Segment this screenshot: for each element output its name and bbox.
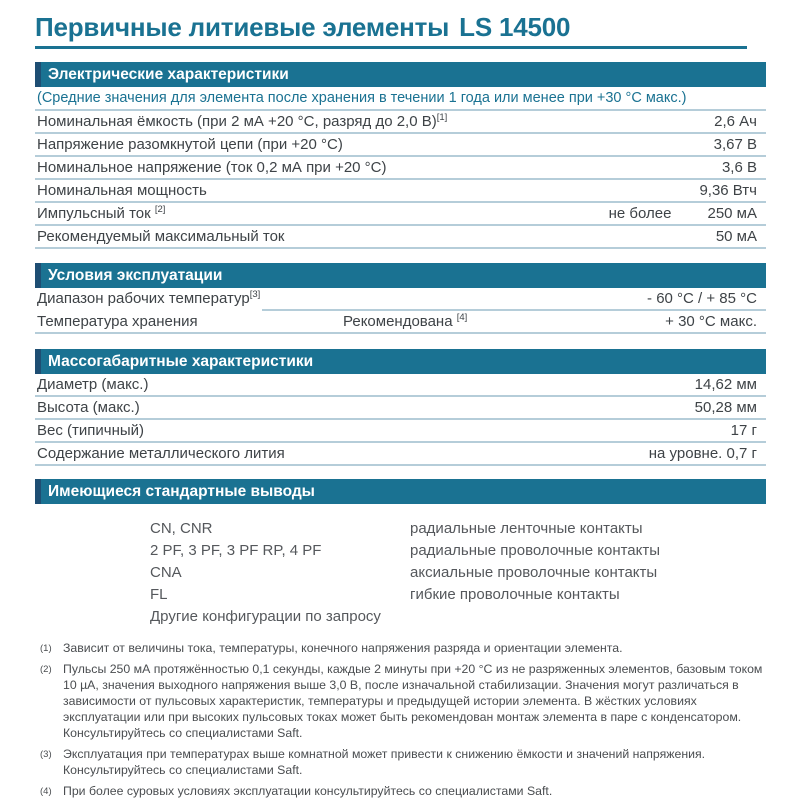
section-header-label: Массогабаритные характеристики [48, 353, 314, 370]
spec-label: Импульсный ток [2] [37, 204, 166, 222]
spec-row-nominal-capacity [35, 111, 766, 134]
section-terminations [35, 479, 766, 628]
termination-desc: аксиальные проволочные контакты [410, 564, 658, 581]
section-header-physical [35, 349, 766, 374]
termination-row [35, 606, 766, 628]
section-header-operating [35, 263, 766, 288]
section-operating-conditions [35, 263, 766, 334]
spec-value: 3,67 В [713, 136, 757, 153]
spec-label: Высота (макс.) [37, 399, 140, 416]
termination-row [35, 584, 766, 606]
spec-label: Номинальное напряжение (ток 0,2 мА при +20 °С) [37, 159, 387, 176]
footnote-text: Пульсы 250 мА протяжённостью 0,1 секунды, каждые 2 минуты при +20 °С из не разряженных элементов, базовым током 10 µА, значения выходного напряжения выше 3,0 В, после изначальной стабилизации. Значения могут различаться в зависимости от пульсовых характеристик, температуры и предыдущей истории элемента. В жёстких условиях эксплуатации или при высоких пульсовых токах может быть рекомендован монтаж элемента в паре с конденсатором. Консультируйтесь со специалистами Saft. [63, 662, 763, 740]
spec-value: 50 мА [715, 228, 757, 245]
section-subtitle: (Средние значения для элемента после хранения в течении 1 года или менее при +30 °С макс.) [35, 87, 766, 111]
termination-row [35, 540, 766, 562]
footnote-ref: [4] [456, 312, 468, 323]
spec-value: 9,36 Втч [699, 182, 757, 199]
spec-qualifier: не более [608, 205, 672, 222]
spec-value: 50,28 мм [694, 399, 757, 416]
footnote-3 [35, 746, 766, 778]
footnote-marker: (3) [40, 749, 52, 760]
termination-code: FL [150, 586, 168, 603]
section-electrical [35, 62, 766, 249]
footnote-marker: (2) [40, 664, 52, 675]
spec-label: Температура хранения [37, 313, 198, 330]
section-header-label: Условия эксплуатации [48, 267, 223, 284]
terminations-list [35, 518, 766, 628]
spec-label: Напряжение разомкнутой цепи (при +20 °С) [37, 136, 343, 153]
termination-desc: радиальные проволочные контакты [410, 542, 661, 559]
footnote-marker: (1) [40, 643, 52, 654]
spec-row-nominal-voltage [35, 157, 766, 180]
page-title [35, 10, 766, 44]
section-physical [35, 349, 766, 466]
footnotes [35, 640, 766, 799]
termination-code: CNA [150, 564, 182, 581]
model-number: LS 14500 [459, 12, 571, 42]
spec-value: на уровне. 0,7 г [648, 445, 757, 462]
termination-row [35, 562, 766, 584]
spec-label: Содержание металлического лития [37, 445, 285, 462]
termination-desc [410, 606, 766, 628]
spec-value: - 60 °С / + 85 °С [647, 290, 757, 307]
section-header-electrical [35, 62, 766, 87]
spec-value: 17 г [730, 422, 757, 439]
termination-code: CN, CNR [150, 520, 213, 537]
footnote-1 [35, 640, 766, 656]
title-underline [35, 46, 747, 49]
spec-value: 250 мА [707, 205, 757, 222]
footnote-ref: [3] [249, 289, 261, 300]
product-name: Первичные литиевые элементы [35, 12, 450, 42]
spec-row-height [35, 397, 766, 420]
spec-label: Номинальная ёмкость (при 2 мА +20 °С, разряд до 2,0 В)[1] [37, 112, 448, 130]
spec-row-pulse-current [35, 203, 766, 226]
spec-row-diameter [35, 374, 766, 397]
section-header-label: Электрические характеристики [48, 66, 289, 83]
spec-label: Вес (типичный) [37, 422, 145, 439]
spec-label: Диаметр (макс.) [37, 376, 149, 393]
spec-row-weight [35, 420, 766, 443]
spec-row-storage-temperature [35, 311, 766, 334]
termination-code: Другие конфигурации по запросу [150, 608, 381, 625]
termination-desc: гибкие проволочные контакты [410, 586, 620, 603]
section-header-terminations [35, 479, 766, 504]
spec-value: 2,6 Ач [714, 113, 757, 130]
spec-row-operating-temperature [35, 288, 766, 311]
spec-label: Рекомендуемый максимальный ток [37, 228, 285, 245]
spec-row-lithium-content [35, 443, 766, 466]
footnote-2 [35, 661, 766, 741]
spec-value: 14,62 мм [694, 376, 757, 393]
footnote-text: Эксплуатация при температурах выше комнатной может привести к снижению ёмкости и значений напряжения. Консультируйтесь со специалистами Saft. [63, 747, 706, 777]
footnote-marker: (4) [40, 786, 52, 797]
spec-value: + 30 °С макс. [665, 313, 757, 330]
termination-row [35, 518, 766, 540]
footnote-text: При более суровых условиях эксплуатации консультируйтесь со специалистами Saft. [63, 784, 553, 798]
footnote-4 [35, 783, 766, 799]
spec-label: Диапазон рабочих температур[3] [37, 289, 261, 307]
spec-row-max-recommended-current [35, 226, 766, 249]
footnote-text: Зависит от величины тока, температуры, конечного напряжения разряда и ориентации элемента. [63, 641, 623, 655]
spec-value: 3,6 В [721, 159, 757, 176]
section-header-label: Имеющиеся стандартные выводы [48, 483, 315, 500]
spec-label: Номинальная мощность [37, 182, 207, 199]
termination-desc: радиальные ленточные контакты [410, 520, 643, 537]
footnote-ref: [2] [154, 204, 166, 215]
termination-code: 2 PF, 3 PF, 3 PF RP, 4 PF [150, 542, 322, 559]
spec-middle-note: Рекомендована [4] [343, 312, 468, 330]
footnote-ref: [1] [436, 112, 448, 123]
spec-row-open-circuit-voltage [35, 134, 766, 157]
spec-row-nominal-power [35, 180, 766, 203]
